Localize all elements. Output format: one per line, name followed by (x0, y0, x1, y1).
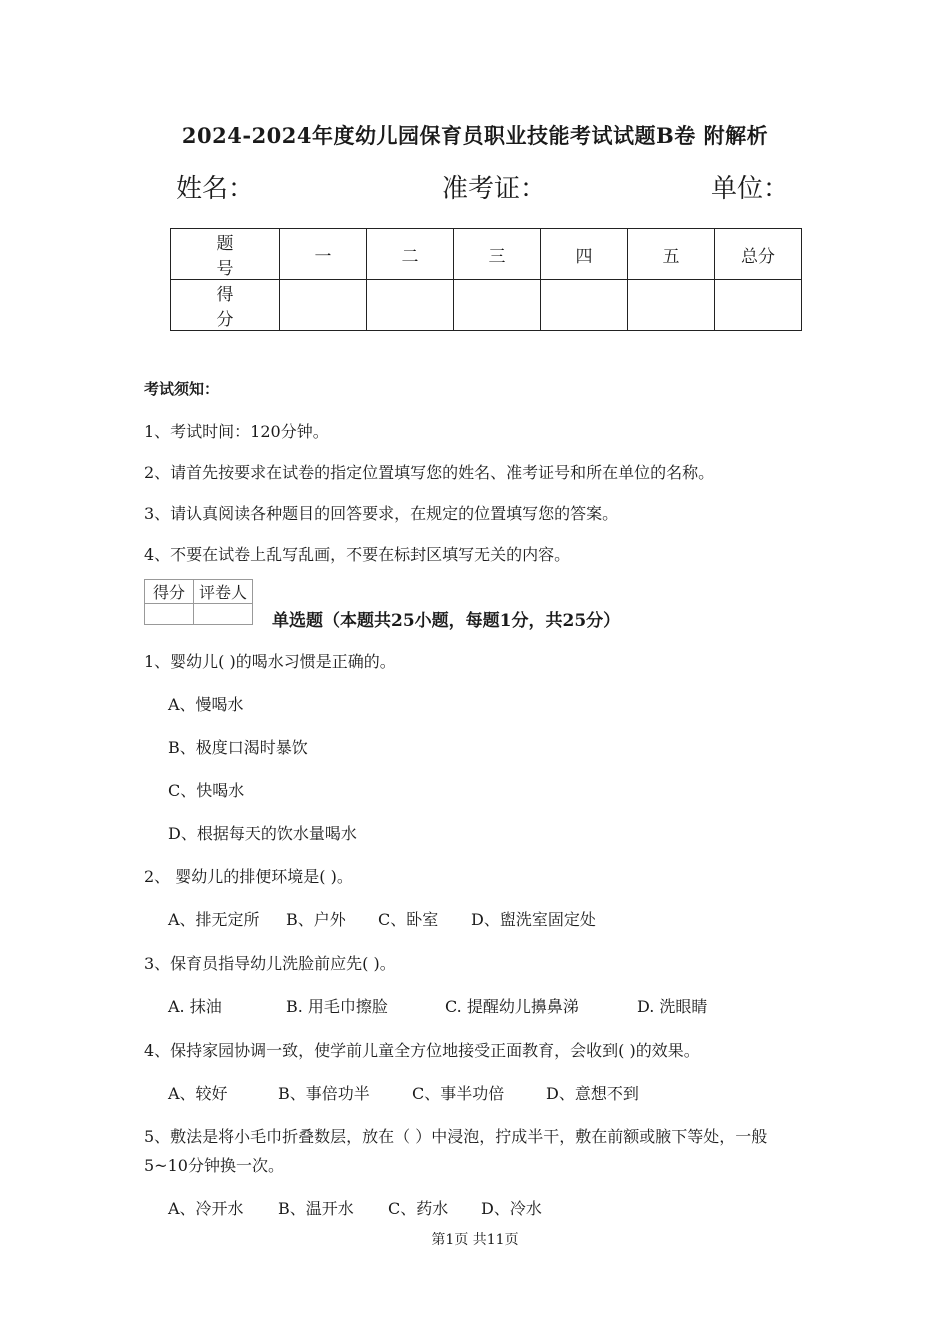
question-option: A、较好 (168, 1084, 228, 1103)
question-option: A、慢喝水 (168, 695, 244, 714)
question-stem: 4、保持家园协调一致，使学前儿童全方位地接受正面教育，会收到( )的效果。 (144, 1041, 700, 1060)
grader-score-cell (145, 604, 194, 625)
score-header-cell: 五 (628, 229, 715, 280)
score-header-cell: 二 (367, 229, 454, 280)
question-option: B. 用毛巾擦脸 (286, 997, 388, 1016)
question-option: B、事倍功半 (278, 1084, 370, 1103)
page-footer: 第1页 共11页 (431, 1232, 519, 1248)
question-option: D、根据每天的饮水量喝水 (168, 824, 357, 843)
question-option: B、极度口渴时暴饮 (168, 738, 308, 757)
score-cell (541, 280, 628, 331)
question-option: C、药水 (388, 1199, 449, 1218)
notice-item: 1、考试时间：120分钟。 (144, 422, 329, 441)
score-cell (280, 280, 367, 331)
score-header-cell: 三 (454, 229, 541, 280)
question-option: C、卧室 (378, 910, 439, 929)
notice-heading: 考试须知： (144, 380, 220, 398)
score-header-cell: 总分 (715, 229, 802, 280)
score-row-label: 得 分 (171, 280, 280, 331)
grader-score-label: 得分 (145, 580, 194, 604)
question-option: C. 提醒幼儿擤鼻涕 (445, 997, 579, 1016)
grader-name-label: 评卷人 (194, 580, 253, 604)
score-header-cell: 四 (541, 229, 628, 280)
question-option: A、排无定所 (168, 910, 260, 929)
question-option: D、冷水 (481, 1199, 542, 1218)
score-table (170, 228, 802, 331)
score-cell (715, 280, 802, 331)
name-label: 姓名： (176, 174, 255, 204)
grader-box (144, 579, 253, 625)
question-stem: 2、 婴幼儿的排便环境是( )。 (144, 867, 353, 886)
score-cell (367, 280, 454, 331)
question-option: A、冷开水 (168, 1199, 244, 1218)
question-stem: 1、婴幼儿( )的喝水习惯是正确的。 (144, 652, 396, 671)
score-cell (628, 280, 715, 331)
notice-item: 3、请认真阅读各种题目的回答要求，在规定的位置填写您的答案。 (144, 504, 619, 523)
score-header-cell: 一 (280, 229, 367, 280)
question-option: C、事半功倍 (412, 1084, 505, 1103)
question-option: D、盥洗室固定处 (471, 910, 596, 929)
exam-id-label: 准考证： (442, 174, 547, 204)
score-header-cell: 题 号 (171, 229, 280, 280)
question-option: C、快喝水 (168, 781, 245, 800)
question-option: B、户外 (286, 910, 346, 929)
section-title: 单选题（本题共25小题，每题1分，共25分） (272, 611, 621, 631)
page-title: 2024-2024年度幼儿园保育员职业技能考试试题B卷 附解析 (181, 123, 769, 148)
score-table-score-row (171, 280, 802, 331)
notice-item: 2、请首先按要求在试卷的指定位置填写您的姓名、准考证号和所在单位的名称。 (144, 463, 715, 482)
unit-label: 单位： (711, 174, 790, 204)
grader-name-cell (194, 604, 253, 625)
question-option: B、温开水 (278, 1199, 354, 1218)
question-option: D. 洗眼睛 (637, 997, 708, 1016)
question-option: A. 抹油 (168, 997, 222, 1016)
score-table-header-row (171, 229, 802, 280)
question-option: D、意想不到 (546, 1084, 639, 1103)
question-stem: 5、敷法是将小毛巾折叠数层，放在（ ）中浸泡，拧成半干，敷在前额或腋下等处，一般 (144, 1127, 768, 1146)
question-stem: 3、保育员指导幼儿洗脸前应先( )。 (144, 954, 396, 973)
question-stem-continued: 5~10分钟换一次。 (144, 1156, 284, 1175)
score-cell (454, 280, 541, 331)
notice-item: 4、不要在试卷上乱写乱画，不要在标封区填写无关的内容。 (144, 545, 571, 564)
